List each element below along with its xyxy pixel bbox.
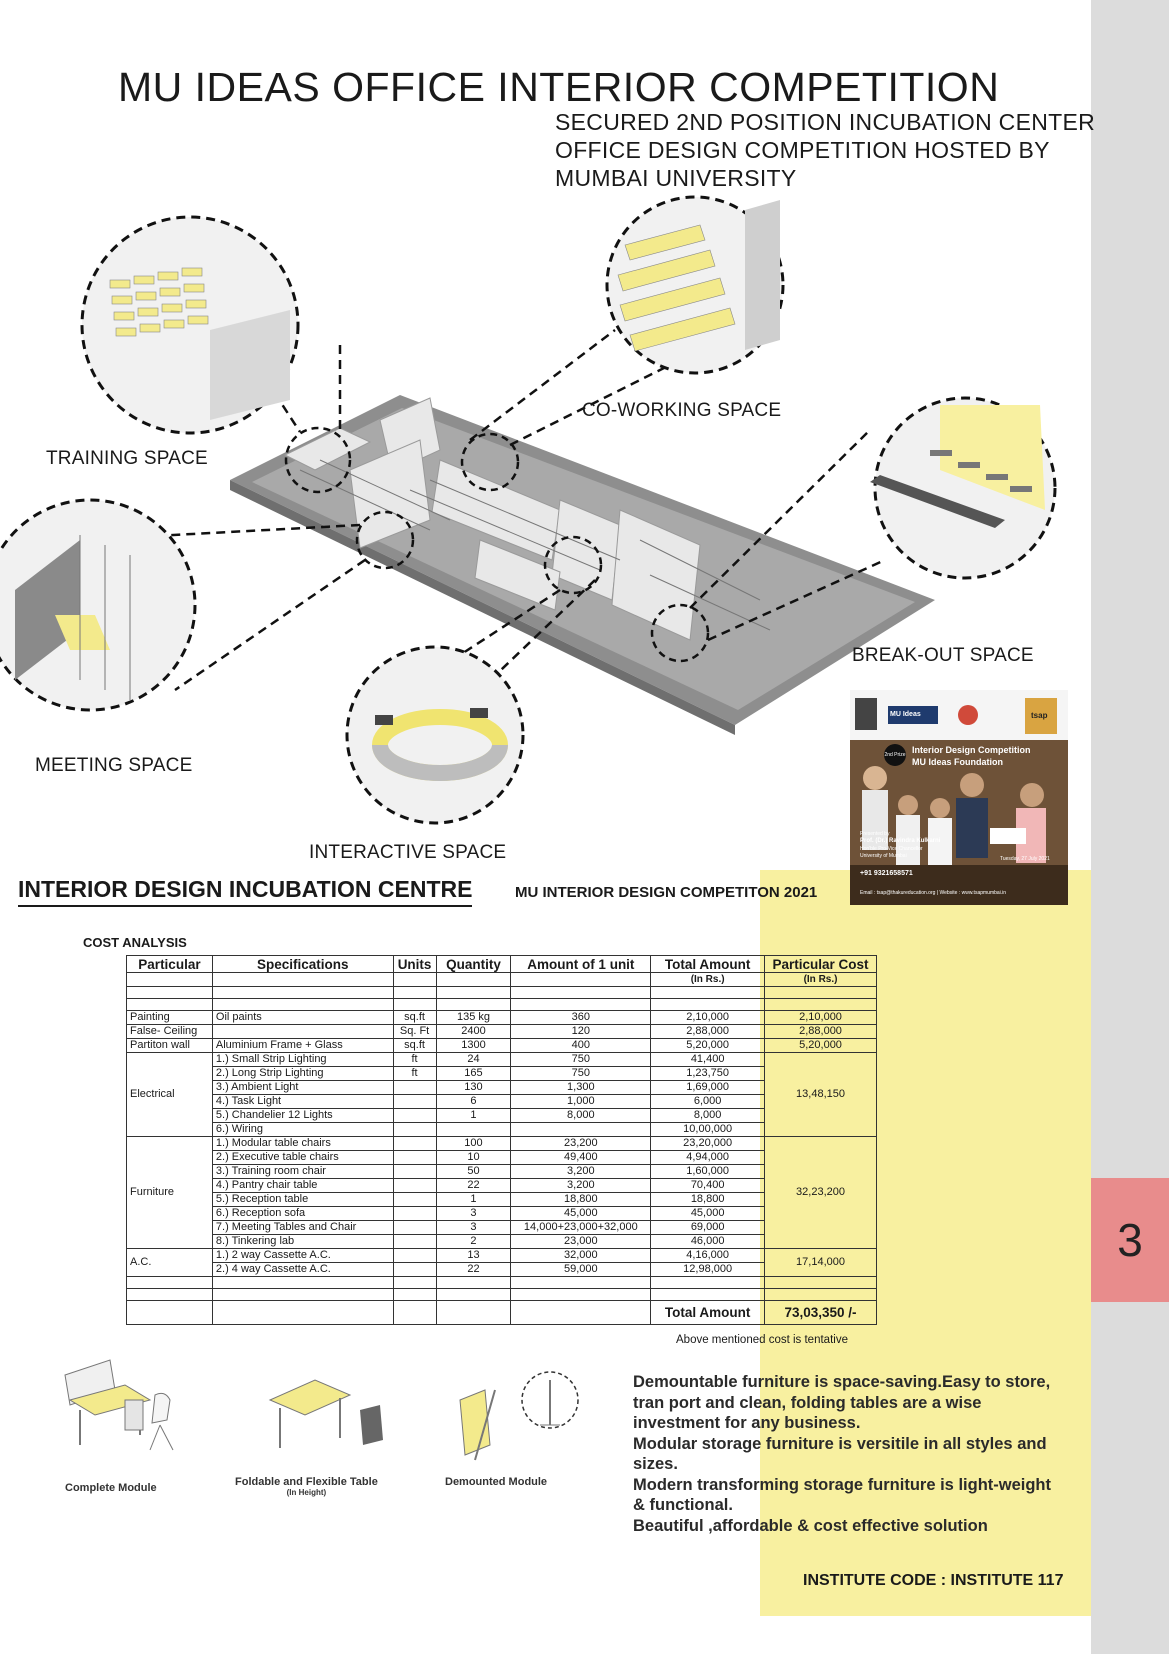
award-prize: 2nd Prize	[884, 744, 906, 766]
table-row: 3.) Ambient Light 130 1,300 1,69,000	[127, 1081, 877, 1095]
cost-analysis-label: COST ANALYSIS	[83, 935, 187, 950]
label-breakout-space: BREAK-OUT SPACE	[852, 645, 1034, 666]
table-row: 6.) Reception sofa 3 45,000 45,000	[127, 1207, 877, 1221]
table-row: Furniture 1.) Modular table chairs 100 23,200 23,20,000 32,23,200	[127, 1137, 877, 1151]
unit-note: (In Rs.)	[765, 973, 877, 987]
breakout-callout	[870, 398, 1055, 578]
table-header-row	[127, 956, 877, 973]
section-subheading: MU INTERIOR DESIGN COMPETITON 2021	[515, 884, 818, 901]
caption-foldable-table	[235, 1476, 378, 1497]
page-number-tab	[1091, 1178, 1169, 1302]
award-presenter: Prof. (Dr.) Ravindra Kulkarni	[860, 838, 941, 844]
header-cell: Particular	[127, 956, 213, 973]
award-phone: +91 9321658571	[860, 870, 913, 877]
group-furniture: Furniture	[127, 1137, 213, 1249]
right-sidebar	[1091, 0, 1169, 1654]
award-logo-tsap: tsap	[1031, 711, 1048, 720]
table-row: A.C. 1.) 2 way Cassette A.C. 13 32,000 4,16,000 17,14,000	[127, 1249, 877, 1263]
institute-code: INSTITUTE CODE : INSTITUTE 117	[803, 1572, 1064, 1589]
interactive-callout	[347, 647, 523, 823]
section-heading: INTERIOR DESIGN INCUBATION CENTRE	[18, 876, 472, 907]
label-training-space: TRAINING SPACE	[46, 448, 208, 469]
cost-table	[126, 955, 877, 1325]
table-row: 2.) 4 way Cassette A.C. 22 59,000 12,98,000	[127, 1263, 877, 1277]
meeting-callout	[0, 500, 195, 710]
group-ac: A.C.	[127, 1249, 213, 1277]
table-row: 2.) Executive table chairs 10 49,400 4,94,000	[127, 1151, 877, 1165]
header-cell: Quantity	[436, 956, 511, 973]
award-date: Tuesday, 27 July 2021	[1000, 856, 1050, 862]
label-coworking-space: CO-WORKING SPACE	[582, 400, 782, 421]
subtitle-line: SECURED 2ND POSITION INCUBATION CENTER	[555, 109, 1096, 135]
caption-foldable-table-sub: (In Height)	[286, 1488, 327, 1497]
furniture-description	[633, 1372, 1053, 1536]
foldable-table-illustration	[265, 1370, 395, 1460]
page-title: MU IDEAS OFFICE INTERIOR COMPETITION	[118, 64, 1000, 110]
table-row: 4.) Pantry chair table 22 3,200 70,400	[127, 1179, 877, 1193]
award-line1: Interior Design Competition	[912, 745, 1031, 755]
table-row: Painting Oil paints sq.ft 135 kg 360 2,10,000 2,10,000	[127, 1011, 877, 1025]
label-meeting-space: MEETING SPACE	[35, 755, 193, 776]
header-cell: Units	[393, 956, 436, 973]
award-photo	[850, 690, 1068, 905]
total-row	[127, 1301, 877, 1325]
subtitle-line: OFFICE DESIGN COMPETITION HOSTED BY	[555, 137, 1050, 163]
description-paragraph: Demountable furniture is space-saving.Easy to store, tran port and clean, folding tables are a wise investment for any business.	[633, 1373, 1051, 1432]
label-interactive-space: INTERACTIVE SPACE	[309, 842, 507, 863]
header-cell: Particular Cost	[765, 956, 877, 973]
award-presenter-role: Hon'ble Pro-Vice Chancellor	[860, 846, 923, 852]
subtitle-line: MUMBAI UNIVERSITY	[555, 165, 797, 191]
table-row: 5.) Chandelier 12 Lights 1 8,000 8,000	[127, 1109, 877, 1123]
header-cell: Specifications	[212, 956, 393, 973]
header-cell: Amount of 1 unit	[511, 956, 651, 973]
table-row: 2.) Long Strip Lighting ft 165 750 1,23,750	[127, 1067, 877, 1081]
total-label: Total Amount	[651, 1301, 765, 1325]
table-row: 5.) Reception table 1 18,800 18,800	[127, 1193, 877, 1207]
blank-row	[127, 1289, 877, 1301]
unit-row	[127, 973, 877, 987]
award-contact: Email : tsap@thakureducation.org | Website : www.tsapmumbai.in	[860, 890, 1007, 896]
complete-module-illustration	[55, 1355, 185, 1465]
blank-row	[127, 987, 877, 999]
blank-row	[127, 1277, 877, 1289]
award-presenter-org: University of Mumbai	[860, 853, 907, 859]
subtitle	[555, 108, 1095, 192]
table-row: 3.) Training room chair 50 3,200 1,60,000	[127, 1165, 877, 1179]
caption-demounted-module: Demounted Module	[445, 1476, 548, 1488]
header-cell: Total Amount	[651, 956, 765, 973]
table-row: Electrical 1.) Small Strip Lighting ft 24 750 41,400 13,48,150	[127, 1053, 877, 1067]
unit-note: (In Rs.)	[651, 973, 765, 987]
tentative-note: Above mentioned cost is tentative	[676, 1334, 848, 1346]
table-row: 7.) Meeting Tables and Chair 3 14,000+23,000+32,000 69,000	[127, 1221, 877, 1235]
award-presented-by: Presented by	[860, 831, 890, 837]
table-row: False- Ceiling Sq. Ft 2400 120 2,88,000 2,88,000	[127, 1025, 877, 1039]
description-paragraph: Beautiful ,affordable & cost effective solution	[633, 1516, 988, 1535]
award-logo-mu: MU Ideas	[890, 711, 921, 718]
table-row: 4.) Task Light 6 1,000 6,000	[127, 1095, 877, 1109]
table-row: 6.) Wiring 10,00,000	[127, 1123, 877, 1137]
table-row: 8.) Tinkering lab 2 23,000 46,000	[127, 1235, 877, 1249]
table-row: Partiton wall Aluminium Frame + Glass sq.ft 1300 400 5,20,000 5,20,000	[127, 1039, 877, 1053]
caption-foldable-table-label: Foldable and Flexible Table	[235, 1476, 378, 1488]
total-value: 73,03,350 /-	[765, 1301, 877, 1325]
award-line2: MU Ideas Foundation	[912, 757, 1003, 767]
group-electrical: Electrical	[127, 1053, 213, 1137]
description-paragraph: Modular storage furniture is versitile in all styles and sizes.	[633, 1434, 1047, 1473]
caption-complete-module: Complete Module	[65, 1482, 157, 1494]
page-number: 3	[1117, 1214, 1143, 1266]
coworking-callout	[607, 197, 783, 373]
description-paragraph: Modern transforming storage furniture is light-weight & functional.	[633, 1475, 1052, 1514]
training-callout	[82, 217, 298, 433]
blank-row	[127, 999, 877, 1011]
demounted-module-illustration	[455, 1370, 585, 1470]
